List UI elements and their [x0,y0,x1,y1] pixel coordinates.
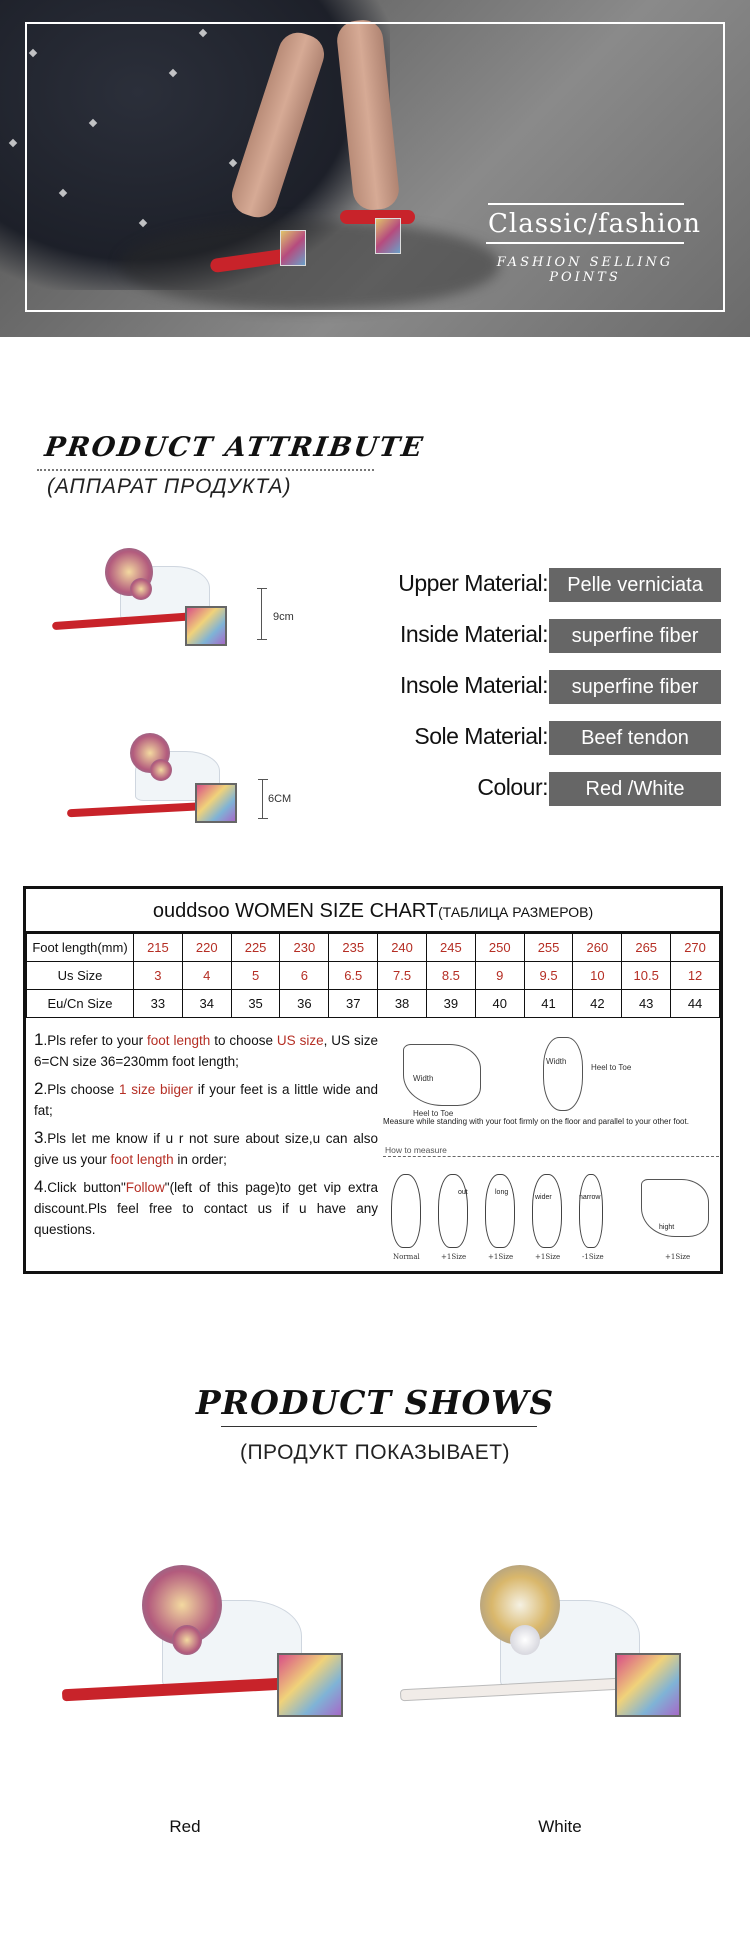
attribute-label: Sole Material: [414,723,548,749]
sole-diagram [438,1174,468,1248]
attribute-label: Inside Material: [400,621,548,647]
size-table-row-header: Eu/Cn Size [27,990,134,1018]
banner-rule [486,242,684,244]
attribute-subheading: (АППАРАТ ПРОДУКТА) [47,475,292,498]
width-label: Width [413,1074,434,1083]
size-table-cell: 250 [475,934,524,962]
size-table-row-header: Us Size [27,962,134,990]
height-dimension [262,779,263,819]
size-table-row [27,934,720,962]
white-shoe-image [400,1565,690,1725]
size-table-row [27,990,720,1018]
attribute-value: superfine fiber [549,670,721,704]
divider [383,1156,719,1157]
attribute-value: superfine fiber [549,619,721,653]
attribute-value: Pelle verniciata [549,568,721,602]
shows-heading: PRODUCT SHOWS [195,1383,555,1422]
note-2: 2.Pls choose 1 size biiger if your feet is a little wide and fat; [34,1079,378,1118]
size-table-cell: 215 [134,934,183,962]
color-label-white: White [538,1817,582,1836]
size-table-cell: 220 [182,934,231,962]
size-table-cell: 41 [524,990,573,1018]
attribute-heading-rule [37,469,374,471]
size-table-row [27,962,720,990]
size-caption: +1Size [665,1253,691,1261]
size-table-cell: 255 [524,934,573,962]
size-table-cell: 3 [134,962,183,990]
note-4: 4.Click button"Follow"(left of this page)to get vip extra discount.Pls feel free to contact us if u have any questions. [34,1177,378,1237]
size-caption: Normal [393,1253,420,1261]
size-chart-title [26,889,720,933]
size-caption: +1Size [535,1253,561,1261]
size-table [26,933,720,1018]
size-table-cell: 35 [231,990,280,1018]
size-table-cell: 38 [378,990,427,1018]
shoe-side-image [65,733,265,825]
size-table-cell: 34 [182,990,231,1018]
sole-diagram [532,1174,562,1248]
size-table-cell: 42 [573,990,622,1018]
shoe-side-image [50,548,260,648]
size-table-cell: 5 [231,962,280,990]
measure-diagram [383,1029,719,1269]
size-table-cell: 270 [671,934,720,962]
heel-to-toe-label: Heel to Toe [591,1063,632,1072]
hight-label: hight [659,1224,675,1231]
sole-diagram [579,1174,603,1248]
size-chart [23,886,723,1274]
size-caption: -1Size [582,1253,604,1261]
foot-side-diagram [641,1179,709,1237]
size-table-cell: 8.5 [426,962,475,990]
attribute-row-colour [330,772,730,806]
attribute-label: Upper Material: [398,570,548,596]
size-table-cell: 36 [280,990,329,1018]
size-table-cell: 10 [573,962,622,990]
banner-title: Classic/fashion [488,203,684,239]
size-table-cell: 12 [671,962,720,990]
size-table-cell: 240 [378,934,427,962]
note-1: 1.Pls refer to your foot length to choose US size, US size 6=CN size 36=230mm foot length; [34,1030,379,1069]
red-shoe-image [62,1565,352,1725]
how-to-measure: How to measure [385,1145,447,1155]
attribute-row-insole [330,670,730,704]
attribute-label: Colour: [477,774,548,800]
attribute-row-inside [330,619,730,653]
color-label-red: Red [169,1817,201,1836]
size-chart-title-ru: (ТАБЛИЦА РАЗМЕРОВ) [438,904,594,920]
height-label: 6CM [268,793,292,805]
size-caption: +1Size [488,1253,514,1261]
attribute-label: Insole Material: [400,672,548,698]
size-table-cell: 9.5 [524,962,573,990]
height-label: 9cm [273,611,294,623]
width-label: Width [546,1057,567,1066]
size-table-cell: 6 [280,962,329,990]
size-table-cell: 33 [134,990,183,1018]
sole-diagram [391,1174,421,1248]
banner-subtitle: FASHION SELLING POINTS [496,255,674,285]
size-table-cell: 265 [622,934,671,962]
measure-instruction: Measure while standing with your foot firmly on the floor and parallel to your other foot. [383,1117,689,1126]
attribute-row-upper [330,568,730,602]
size-table-cell: 39 [426,990,475,1018]
shows-subheading: (ПРОДУКТ ПОКАЗЫВАЕТ) [239,1441,511,1464]
size-table-cell: 225 [231,934,280,962]
size-table-row-header: Foot length(mm) [27,934,134,962]
size-table-cell: 9 [475,962,524,990]
size-table-cell: 245 [426,934,475,962]
size-caption: +1Size [441,1253,467,1261]
attribute-value: Red /White [549,772,721,806]
attribute-value: Beef tendon [549,721,721,755]
size-chart-title-main: ouddsoo WOMEN SIZE CHART [152,900,439,922]
size-table-cell: 40 [475,990,524,1018]
note-3: 3.Pls let me know if u r not sure about size,u can also give us your foot length in order; [34,1128,378,1167]
size-table-cell: 235 [329,934,378,962]
size-table-cell: 10.5 [622,962,671,990]
out-label: out [458,1189,468,1196]
size-table-cell: 260 [573,934,622,962]
size-table-cell: 4 [182,962,231,990]
heel-to-toe-label: Heel to Toe [413,1109,454,1118]
attribute-heading: PRODUCT ATTRIBUTE [42,432,427,463]
narrow-label: narrow [579,1194,601,1201]
wider-label: wider [535,1194,552,1201]
size-table-cell: 6.5 [329,962,378,990]
height-dimension [261,588,262,640]
size-table-cell: 230 [280,934,329,962]
size-table-cell: 43 [622,990,671,1018]
size-table-cell: 44 [671,990,720,1018]
attribute-row-sole [330,721,730,755]
size-table-cell: 37 [329,990,378,1018]
long-label: long [495,1189,509,1196]
size-table-cell: 7.5 [378,962,427,990]
foot-top-diagram [543,1037,583,1111]
shows-heading-rule [221,1426,537,1427]
size-notes [34,1029,378,1246]
hero-banner [0,0,750,337]
sole-diagram [485,1174,515,1248]
